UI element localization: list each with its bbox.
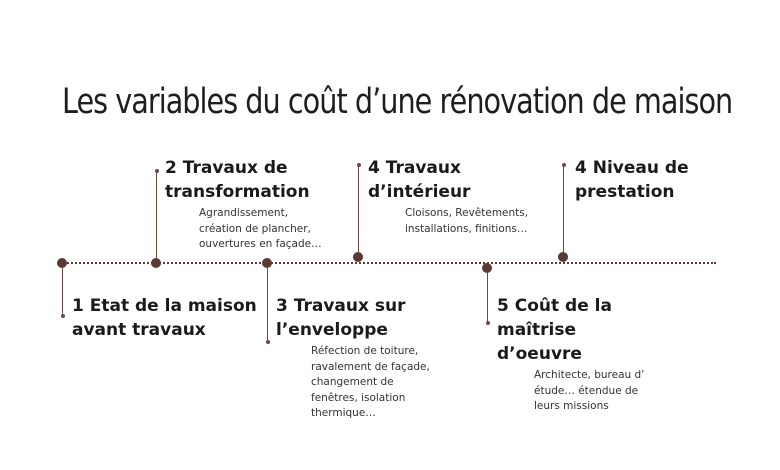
step-2-description: Agrandissement, création de plancher, ouvertures en façade… xyxy=(199,207,322,250)
timeline-dot-6 xyxy=(558,252,568,262)
connector-cap-3 xyxy=(266,340,270,344)
step-3-description: Réfection de toiture, ravalement de façade, changement de fenêtres, isolation thermique… xyxy=(311,345,430,419)
step-6-heading: 4 Niveau de prestation xyxy=(575,158,689,202)
connector-2 xyxy=(156,172,157,258)
timeline-dot-2 xyxy=(151,258,161,268)
step-2-heading: 2 Travaux de transformation xyxy=(165,158,310,202)
connector-cap-1 xyxy=(61,314,65,318)
page-title: Les variables du coût d’une rénovation de maison xyxy=(62,82,733,122)
connector-cap-5 xyxy=(486,321,490,325)
connector-cap-4 xyxy=(357,163,361,167)
timeline-dot-3 xyxy=(262,258,272,268)
connector-cap-6 xyxy=(562,163,566,167)
connector-1 xyxy=(62,268,63,316)
step-4-description: Cloisons, Revêtements, installations, finitions… xyxy=(405,207,529,235)
step-5-description: Architecte, bureau d’ étude… étendue de leurs missions xyxy=(534,369,645,412)
connector-6 xyxy=(563,166,564,252)
step-5-heading: 5 Coût de la maîtrise d’oeuvre xyxy=(497,296,612,364)
timeline-dot-1 xyxy=(57,258,67,268)
step-4-heading: 4 Travaux d’intérieur xyxy=(368,158,471,202)
step-3-heading: 3 Travaux sur l’enveloppe xyxy=(276,296,406,340)
connector-cap-2 xyxy=(155,169,159,173)
timeline-dot-4 xyxy=(353,252,363,262)
connector-4 xyxy=(358,166,359,252)
connector-5 xyxy=(487,273,488,323)
connector-3 xyxy=(267,268,268,342)
step-1-heading: 1 Etat de la maison avant travaux xyxy=(72,296,257,340)
timeline-dot-5 xyxy=(482,263,492,273)
